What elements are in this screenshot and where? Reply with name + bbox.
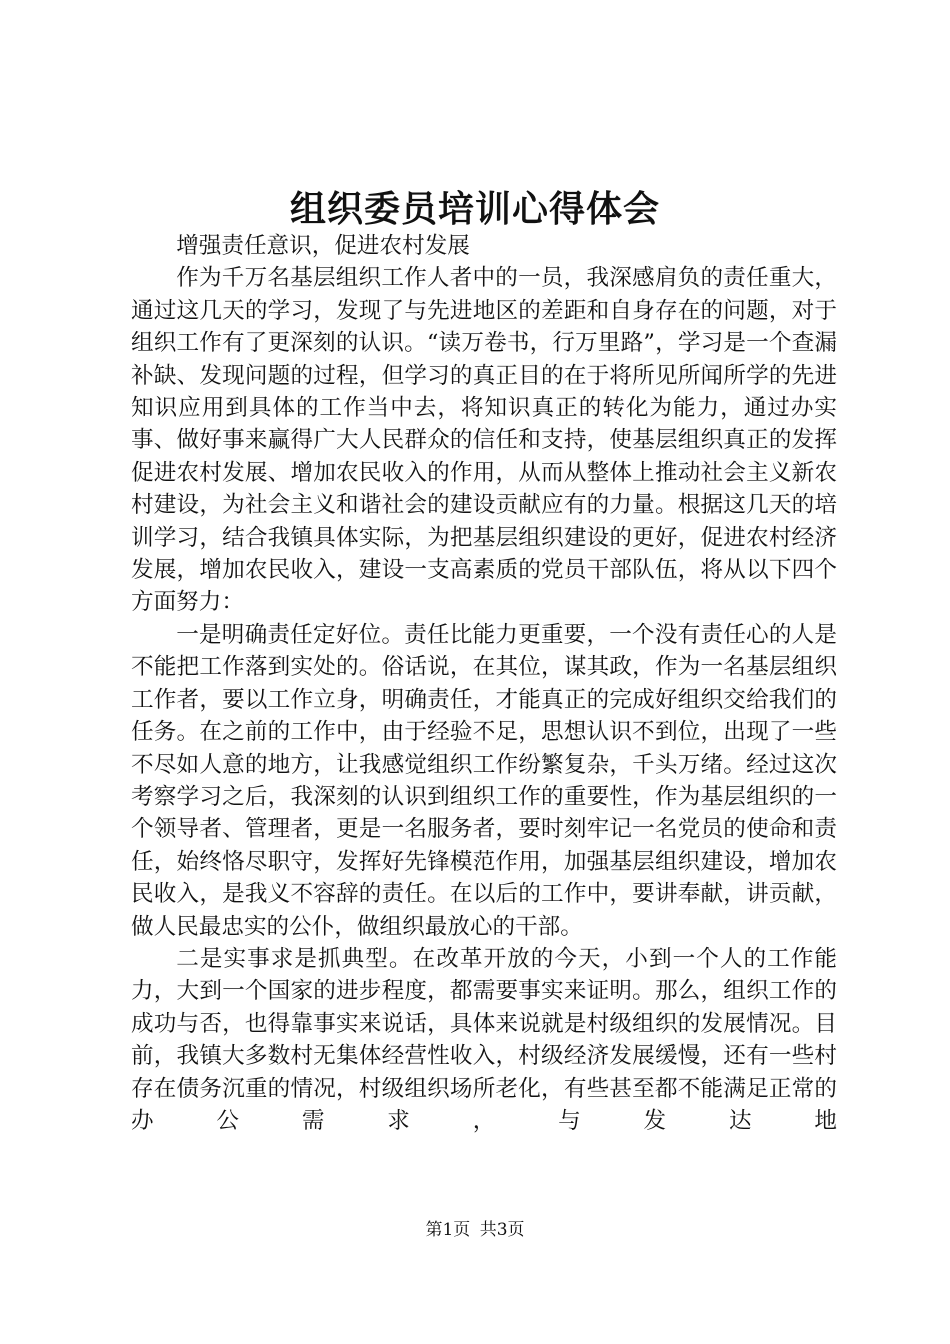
page-number: 第1页 (425, 1220, 471, 1240)
document-subtitle: 增强责任意识，促进农村发展 (176, 233, 470, 259)
page-total: 共3页 (479, 1220, 525, 1240)
paragraph-practical: 二是实事求是抓典型。在改革开放的今天，小到一个人的工作能力，大到一个国家的进步程度，都需要事实来证明。那么，组织工作的成功与否，也得靠事实来说话，具体来说就是村级组织的发展情况。目前，我镇大多数村无集体经营性收入，村级经济发展缓慢，还有一些村存在债务沉重的情况，村级组织场所老化，有些甚至都不能满足正常的办公需求，与发达地 (131, 945, 837, 1134)
document-body (131, 230, 837, 1137)
paragraph-responsibility: 一是明确责任定好位。责任比能力更重要，一个没有责任心的人是不能把工作落到实处的。俗话说，在其位，谋其政，作为一名基层组织工作者，要以工作立身，明确责任，才能真正的完成好组织交给我们的任务。在之前的工作中，由于经验不足，思想认识不到位，出现了一些不尽如人意的地方，让我感觉组织工作纷繁复杂，千头万绪。经过这次考察学习之后，我深刻的认识到组织工作的重要性，作为基层组织的一个领导者、管理者，更是一名服务者，要时刻牢记一名党员的使命和责任，始终恪尽职守，发挥好先锋模范作用，加强基层组织建设，增加农民收入，是我义不容辞的责任。在以后的工作中，要讲奉献，讲贡献，做人民最忠实的公仆，做组织最放心的干部。 (131, 621, 837, 940)
page-footer (0, 1218, 950, 1242)
paragraph-intro: 作为千万名基层组织工作人者中的一员，我深感肩负的责任重大，通过这几天的学习，发现了与先进地区的差距和自身存在的问题，对于组织工作有了更深刻的认识。“读万卷书，行万里路”，学习是一个查漏补缺、发现问题的过程，但学习的真正目的在于将所见所闻所学的先进知识应用到具体的工作当中去，将知识真正的转化为能力，通过办实事、做好事来赢得广大人民群众的信任和支持，使基层组织真正的发挥促进农村发展、增加农民收入的作用，从而从整体上推动社会主义新农村建设，为社会主义和谐社会的建设贡献应有的力量。根据这几天的培训学习，结合我镇具体实际，为把基层组织建设的更好，促进农村经济发展，增加农民收入，建设一支高素质的党员干部队伍，将从以下四个方面努力： (131, 265, 837, 616)
page-title: 组织委员培训心得体会 (289, 188, 660, 230)
